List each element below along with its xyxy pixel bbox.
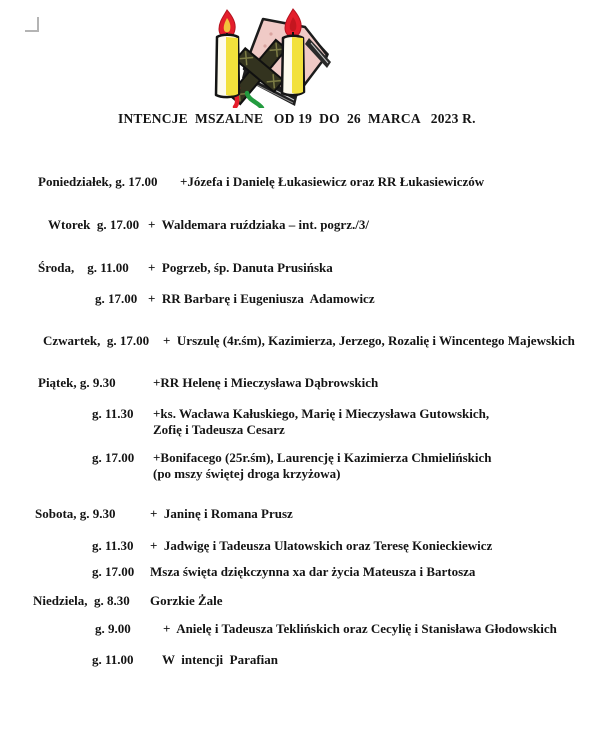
schedule-row-friday [0,375,607,391]
candle-left-icon [216,10,239,97]
intention-text: +ks. Wacława Kałuskiego, Marię i Mieczysława Gutowskich, [153,406,490,421]
schedule-row-saturday-2 [0,538,607,554]
day-time-label: Środa, g. 11.00 [38,260,129,275]
intention-text-line2: Zofię i Tadeusza Cesarz [153,422,285,437]
intention-text: Msza święta dziękczynna xa dar życia Mateusza i Bartosza [150,564,476,579]
time-label: g. 17.00 [92,450,135,465]
time-label: g. 17.00 [95,291,138,306]
schedule-row-sunday-3 [0,652,607,668]
schedule-row-saturday [0,506,607,522]
intention-text: + Anielę i Tadeusza Teklińskich oraz Cecylię i Stanisława Głodowskich [163,621,557,636]
time-label: g. 11.30 [92,538,134,553]
schedule-row-saturday-3 [0,564,607,580]
ribbon-green-icon [247,93,262,108]
intention-text: + Urszulę (4r.śm), Kazimierza, Jerzego, Rozalię i Wincentego Majewskich [163,333,575,348]
schedule-row-friday-3 [0,450,607,481]
schedule-row-sunday-2 [0,621,607,637]
intention-text: + Jadwigę i Tadeusza Ulatowskich oraz Teresę Konieckiewicz [150,538,493,553]
candle-right-icon [282,9,304,95]
intention-text: + RR Barbarę i Eugeniusza Adamowicz [148,291,375,306]
schedule-row-sunday [0,593,607,609]
schedule-row-tuesday [0,217,607,233]
page-title: INTENCJE MSZALNE OD 19 DO 26 MARCA 2023 R. [118,111,476,126]
candles-cross-bible-image [205,6,335,108]
schedule-row-thursday [0,333,607,349]
schedule-row-wednesday [0,260,607,276]
day-time-label: Poniedziałek, g. 17.00 [38,174,158,189]
intention-text-line2: (po mszy świętej droga krzyżowa) [153,466,341,481]
day-time-label: Czwartek, g. 17.00 [43,333,150,348]
schedule-row-wednesday-2 [0,291,607,307]
day-time-label: Sobota, g. 9.30 [35,506,116,521]
intention-text: +Bonifacego (25r.śm), Laurencję i Kazimierza Chmielińskich [153,450,492,465]
margin-corner-mark [25,17,39,32]
day-time-label: Wtorek g. 17.00 [48,217,140,232]
schedule-row-monday [0,174,607,190]
time-label: g. 11.00 [92,652,134,667]
time-label: g. 11.30 [92,406,134,421]
time-label: g. 17.00 [92,564,135,579]
day-time-label: Niedziela, g. 8.30 [33,593,130,608]
intention-text: W intencji Parafian [162,652,279,667]
intention-text: + Waldemara ruździaka – int. pogrz./3/ [148,217,369,232]
intention-text: + Janinę i Romana Prusz [150,506,293,521]
schedule-row-friday-2 [0,406,607,437]
intention-text: + Pogrzeb, śp. Danuta Prusińska [148,260,333,275]
day-time-label: Piątek, g. 9.30 [38,375,116,390]
intention-text: +Józefa i Danielę Łukasiewicz oraz RR Łukasiewiczów [180,174,485,189]
intention-text: +RR Helenę i Mieczysława Dąbrowskich [153,375,379,390]
time-label: g. 9.00 [95,621,131,636]
intention-text: Gorzkie Żale [150,593,223,608]
